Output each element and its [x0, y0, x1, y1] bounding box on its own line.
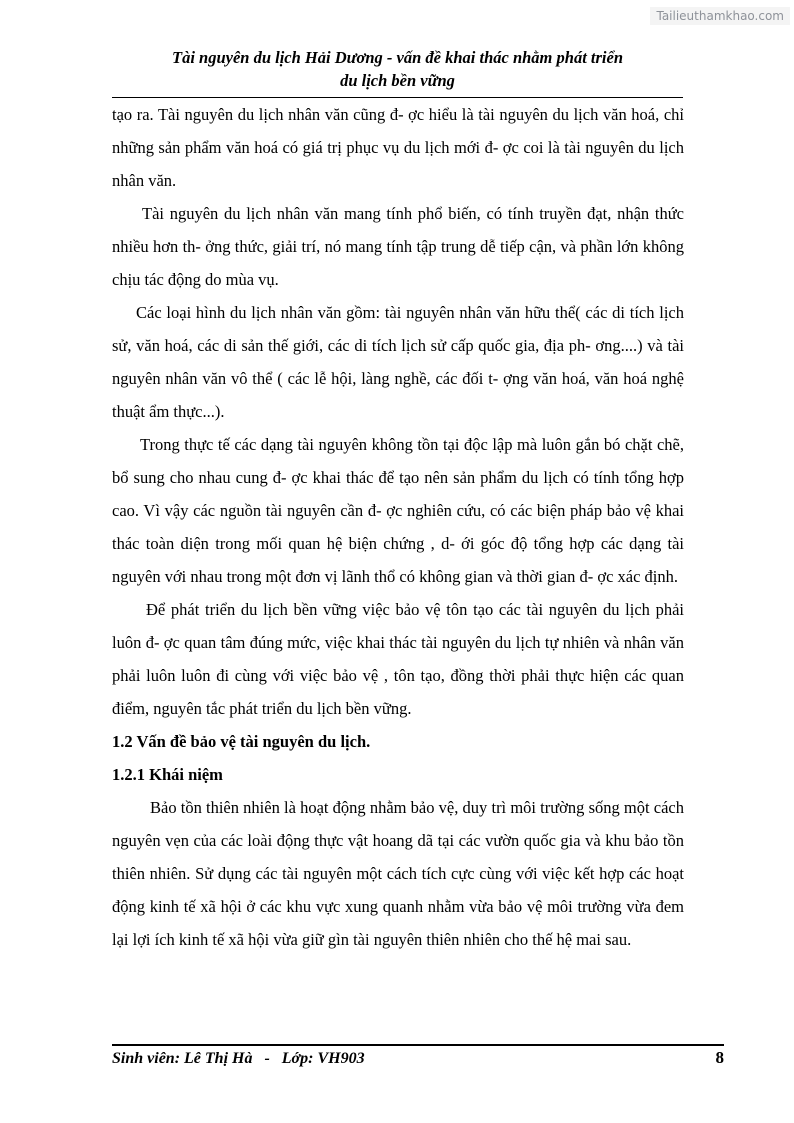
paragraph-6: Bảo tồn thiên nhiên là hoạt động nhằm bảo vệ, duy trì môi trường sống một cách nguyên vẹn của các loài động thực vật hoang dã tại các vườn quốc gia và khu bảo tồn thiên nhiên. Sử dụng các tài nguyên một cách tích cực cùng với việc kết hợp các hoạt động kinh tế xã hội ở các khu vực xung quanh nhằm vừa bảo vệ môi trường vừa đem lại lợi ích kinh tế xã hội vừa giữ gìn tài nguyên thiên nhiên cho thế hệ mai sau. [112, 798, 684, 949]
paragraph-3: Các loại hình du lịch nhân văn gồm: tài nguyên nhân văn hữu thể( các di tích lịch sử, văn hoá, các di sản thế giới, các di tích lịch sử cấp quốc gia, địa ph- ơng....) và tài nguyên nhân văn vô thể ( các lễ hội, làng nghề, các đối t- ợng văn hoá, văn hoá nghệ thuật ẩm thực...). [112, 303, 684, 421]
header-title-line1: Tài nguyên du lịch Hải Dương - vấn đề khai thác nhằm phát triển [171, 48, 623, 67]
subsection-heading-1-2-1: 1.2.1 Khái niệm [112, 765, 223, 784]
header-title-line2: du lịch bền vững [340, 71, 455, 90]
page-footer [112, 1044, 724, 1068]
paragraph-1: tạo ra. Tài nguyên du lịch nhân văn cũng đ- ợc hiểu là tài nguyên du lịch văn hoá, chỉ những sản phẩm văn hoá có giá trị phục vụ du lịch mới đ- ợc coi là tài nguyên du lịch nhân văn. [112, 105, 684, 190]
section-heading-1-2: 1.2 Vấn đề bảo vệ tài nguyên du lịch. [112, 732, 371, 751]
footer-author-line: Sinh viên: Lê Thị Hà - Lớp: VH903 [112, 1050, 365, 1067]
paragraph-5: Để phát triển du lịch bền vững việc bảo vệ tôn tạo các tài nguyên du lịch phải luôn đ- ợc quan tâm đúng mức, việc khai thác tài nguyên du lịch tự nhiên và nhân văn phải luôn luôn đi cùng với việc bảo vệ , tôn tạo, đồng thời phải thực hiện các quan điểm, nguyên tắc phát triển du lịch bền vững. [112, 600, 684, 718]
document-body [112, 98, 684, 956]
page-header [112, 46, 683, 98]
watermark: Tailieuthamkhao.com [650, 7, 790, 25]
paragraph-4: Trong thực tế các dạng tài nguyên không tồn tại độc lập mà luôn gắn bó chặt chẽ, bổ sung cho nhau cung đ- ợc khai thác để tạo nên sản phẩm du lịch có tính tổng hợp cao. Vì vậy các nguồn tài nguyên cần đ- ợc nghiên cứu, có các biện pháp bảo vệ khai thác toàn diện trong mối quan hệ biện chứng , d- ới góc độ tổng hợp các dạng tài nguyên với nhau trong một đơn vị lãnh thổ có không gian và thời gian đ- ợc xác định. [112, 435, 684, 586]
paragraph-2: Tài nguyên du lịch nhân văn mang tính phổ biến, có tính truyền đạt, nhận thức nhiều hơn th- ởng thức, giải trí, nó mang tính tập trung dễ tiếp cận, và phần lớn không chịu tác động do mùa vụ. [112, 204, 684, 289]
page-number: 8 [715, 1048, 724, 1067]
